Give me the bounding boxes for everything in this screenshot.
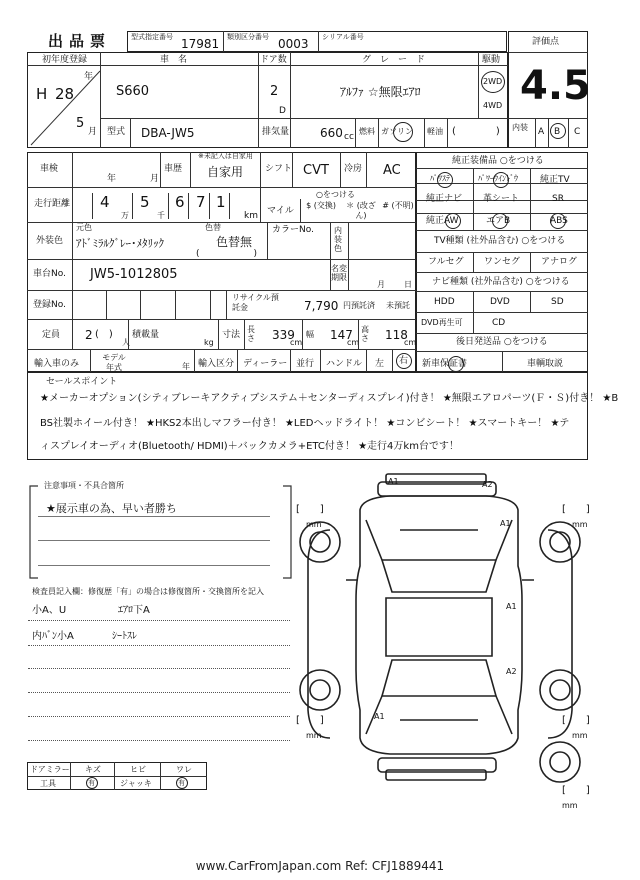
doors: 2 <box>270 84 279 99</box>
load-label: 積載量 <box>132 330 160 340</box>
equip-power-steering: ﾊﾟﾜｽﾃ <box>430 174 450 183</box>
equip-alloy: 純正AW <box>426 216 459 226</box>
name-change-month: 月 <box>377 280 385 289</box>
damage-a1-fender: A1 <box>500 519 511 528</box>
orig-color-label: 元色 <box>76 223 92 232</box>
km-unit: km <box>244 211 258 221</box>
sen-unit: 千 <box>157 211 165 220</box>
drive-2wd: 2WD <box>483 77 503 86</box>
later-warranty: 新車保証書 <box>422 359 468 369</box>
capacity-label: 定員 <box>42 330 61 340</box>
parallel: 並行 <box>296 359 315 369</box>
cd: CD <box>492 318 506 328</box>
score-label: 評価点 <box>532 37 560 47</box>
history: 自家用 <box>207 165 244 179</box>
first-reg-month: 5 <box>76 116 85 131</box>
handle-right: 右 <box>399 356 409 366</box>
capacity: 2 <box>85 328 93 342</box>
displacement: 660 <box>320 126 343 140</box>
interior-a: A <box>538 127 545 137</box>
damage-a2-rear: A2 <box>506 667 517 676</box>
handle-label: ハンドル <box>326 359 363 369</box>
sales-line-1: ★メーカーオプション(シティブレーキアクティブシステム＋センターディスプレイ)付き！ ★無限エアロパーツ(Ｆ・Ｓ)付き！ ★B <box>40 393 619 404</box>
legend-mirror: ドアミラー <box>30 765 70 774</box>
tread-fl-bracket: [ ] <box>296 504 324 515</box>
ac-label: 冷房 <box>344 164 363 174</box>
navi-hdd: HDD <box>434 297 455 307</box>
history-label: 車歴 <box>164 164 183 174</box>
equip-navi: 純正ナビ <box>426 194 463 204</box>
kg-unit: kg <box>204 338 214 347</box>
width-label: 幅 <box>306 330 314 339</box>
door-unit: D <box>279 106 286 116</box>
legend-scratch: キズ <box>85 765 101 774</box>
person-unit: 人 <box>122 338 130 347</box>
recycle-label: リサイクル預託金 <box>232 293 279 312</box>
grade-label: グ レ ー ド <box>362 55 426 65</box>
inspector-note-2a: 内ﾊﾞﾝ小A <box>32 631 74 642</box>
car-damage-diagram <box>290 470 590 790</box>
mark-note: ○をつける <box>316 190 355 199</box>
interior-c: C <box>574 127 581 137</box>
drive-4wd: 4WD <box>483 101 503 110</box>
dealer: ディーラー <box>243 359 288 369</box>
recycle-unit: 円預託済 <box>343 301 375 310</box>
tread-rl-bracket: [ ] <box>296 715 324 726</box>
repaint-label: 色替 <box>205 223 221 232</box>
width: 147 <box>330 328 353 342</box>
inspector-note-1b: ｴｱﾛ下A <box>118 605 150 616</box>
diesel-bracket: ( ) <box>452 126 500 137</box>
type-label: 型式 <box>107 127 126 137</box>
name-change-label: 名変期限 <box>331 264 347 282</box>
tamper-label: ＊ (改ざん) <box>346 201 376 220</box>
import-cat-label: 輸入区分 <box>198 359 235 369</box>
exterior-color: ｱﾄﾞﾐﾗﾙｸﾞﾚｰ･ﾒﾀﾘｯｸ <box>76 237 164 250</box>
car-name-label: 車 名 <box>160 55 188 65</box>
mileage-d2: 5 <box>140 193 150 211</box>
inspect-year: 年 <box>107 174 117 184</box>
tread-spare-unit: mm <box>562 801 578 810</box>
dims-label: 寸法 <box>222 330 241 340</box>
equip-sunroof: SR <box>552 194 564 204</box>
chassis-label: 車台No. <box>33 269 66 279</box>
sales-label: セールスポイント <box>46 377 118 387</box>
equip-abs: ABS <box>550 216 568 226</box>
notes-label: 注意事項・不具合箇所 <box>44 481 124 490</box>
tv-analog: アナログ <box>541 257 578 267</box>
height: 118 <box>385 328 408 342</box>
man-unit: 万 <box>121 211 129 220</box>
class-no: 0003 <box>278 37 309 51</box>
interior-label: 内装 <box>512 123 528 132</box>
width-unit: cm <box>347 338 360 347</box>
page-title: 出品票 <box>48 32 112 50</box>
inspector-note-1a: 小A、U <box>32 605 67 616</box>
legend-jack-have: 有 <box>178 779 185 787</box>
equip-tv: 純正TV <box>540 175 570 185</box>
inspect-month: 月 <box>150 174 160 184</box>
recycle-no: 未預託 <box>386 301 410 310</box>
notes-line-1: ★展示車の為、早い者勝ち <box>46 502 177 515</box>
legend-tool: 工具 <box>40 779 56 788</box>
unknown-label: # (不明) <box>382 201 414 210</box>
color-no-label: カラーNo. <box>272 225 314 235</box>
footer-ref: www.CarFromJapan.com Ref: CFJ1889441 <box>195 859 445 873</box>
ac: AC <box>383 163 401 178</box>
model-year-unit: 年 <box>182 362 190 371</box>
model-no-label: 型式指定番号 <box>131 33 173 41</box>
shift-label: シフト <box>265 164 293 174</box>
equip-airbag: エアB <box>486 216 511 226</box>
displacement-label: 排気量 <box>262 127 290 137</box>
handle-left: 左 <box>375 359 385 369</box>
era: H <box>36 85 48 103</box>
month-unit: 月 <box>88 127 98 137</box>
tread-rl-unit: mm <box>306 731 322 740</box>
car-type: DBA-JW5 <box>141 126 195 140</box>
height-unit: cm <box>404 338 417 347</box>
fuel-label: 燃料 <box>359 127 375 136</box>
tread-spare-bracket: [ ] <box>562 785 590 796</box>
later-ship-label: 後日発送品 ○をつける <box>456 337 548 347</box>
class-no-label: 類別区分番号 <box>227 33 269 41</box>
repaint: 色替無 <box>216 235 253 249</box>
mileage-d3: 6 <box>175 193 185 211</box>
model-year-label: モデル年式 <box>102 353 126 372</box>
inspect-label: 車検 <box>40 164 59 174</box>
damage-a1-rear: A1 <box>374 712 385 721</box>
model-no: 17981 <box>181 37 220 51</box>
score-value: 4.5 <box>520 63 591 109</box>
sales-line-3: ィスプレイオーディオ(Bluetooth/ HDMI)＋バックカメラ+ETC付き！ ★走行4万km台です！ <box>40 441 459 452</box>
length: 339 <box>272 328 295 342</box>
equip-power-window: ﾊﾟﾜｰｳｲﾝﾄﾞｳ <box>478 174 518 183</box>
tread-rr-unit: mm <box>572 731 588 740</box>
first-reg-label: 初年度登録 <box>42 55 88 65</box>
length-unit: cm <box>290 338 303 347</box>
damage-a1-door: A1 <box>506 602 517 611</box>
tv-oneseg: ワンセグ <box>484 257 521 267</box>
mileage-d1: 4 <box>100 193 110 211</box>
interior-b: B <box>554 127 561 137</box>
std-equip-label: 純正装備品 ○をつける <box>452 156 544 166</box>
exchange-label: $ (交換) <box>306 201 336 210</box>
color-label: 外装色 <box>36 236 64 246</box>
mileage-label: 走行距離 <box>34 199 71 209</box>
recycle-amount: 7,790 <box>304 299 339 313</box>
navi-dvd: DVD <box>490 297 510 307</box>
reg-label: 登録No. <box>33 300 66 310</box>
name-change-day: 日 <box>404 280 412 289</box>
legend-jack: ジャッキ <box>120 779 152 788</box>
tread-fr-bracket: [ ] <box>562 504 590 515</box>
shift: CVT <box>303 163 329 178</box>
legend-crack: ヒビ <box>130 765 146 774</box>
fuel-gasoline: ガソリン <box>381 127 413 136</box>
year-unit: 年 <box>84 72 94 82</box>
navi-sd: SD <box>551 297 564 307</box>
legend-tool-have: 有 <box>88 779 95 787</box>
drive-label: 駆動 <box>482 55 501 65</box>
cc-unit: cc <box>344 132 354 142</box>
tv-fullseg: フルセグ <box>428 257 464 267</box>
chassis-no: JW5-1012805 <box>90 267 178 282</box>
legend-break: ワレ <box>176 765 192 774</box>
import-label: 輸入車のみ <box>34 359 80 369</box>
damage-a2-front: A2 <box>482 480 493 489</box>
sales-line-2: BS社製ホイール付き！ ★HKS2本出しマフラー付き！ ★LEDヘッドライト！ ★コンビシート！ ★スマートキー！ ★テ <box>40 418 570 429</box>
history-note: ※未記入は自家用 <box>198 152 253 160</box>
damage-a1-front: A1 <box>388 477 399 486</box>
later-manual: 車輌取説 <box>527 359 564 369</box>
interior-color-label: 内装色 <box>334 226 342 253</box>
tread-fr-unit: mm <box>572 520 588 529</box>
height-label: 高さ <box>361 325 369 343</box>
tread-rr-bracket: [ ] <box>562 715 590 726</box>
grade: ｱﾙﾌｧ ☆無限ｴｱﾛ <box>340 85 421 99</box>
car-name: S660 <box>116 84 150 99</box>
tv-type-label: TV種類 (社外品含む) ○をつける <box>434 236 566 246</box>
repaint-paren: ( ) <box>196 249 258 259</box>
equip-leather: 革シート <box>483 194 520 204</box>
mileage-d4: 7 <box>196 193 206 211</box>
inspector-label: 検査員記入欄：修復歴「有」の場合は修復箇所・交換箇所を記入 <box>32 587 264 596</box>
tread-fl-unit: mm <box>306 520 322 529</box>
inspector-note-2b: ｼｰﾄｽﾚ <box>112 631 137 642</box>
dvd-playable: DVD再生可 <box>421 318 463 327</box>
length-label: 長さ <box>247 325 255 343</box>
navi-type-label: ナビ種類 (社外品含む) ○をつける <box>432 277 570 287</box>
mileage-d5: 1 <box>216 193 226 211</box>
capacity-paren: ( ) <box>95 329 113 340</box>
serial-label: シリアル番号 <box>322 33 364 41</box>
diesel-label: 軽油 <box>427 127 443 136</box>
door-label: ドア数 <box>260 55 287 65</box>
mile-label: マイル <box>267 206 294 216</box>
first-reg-year: 28 <box>55 85 75 103</box>
